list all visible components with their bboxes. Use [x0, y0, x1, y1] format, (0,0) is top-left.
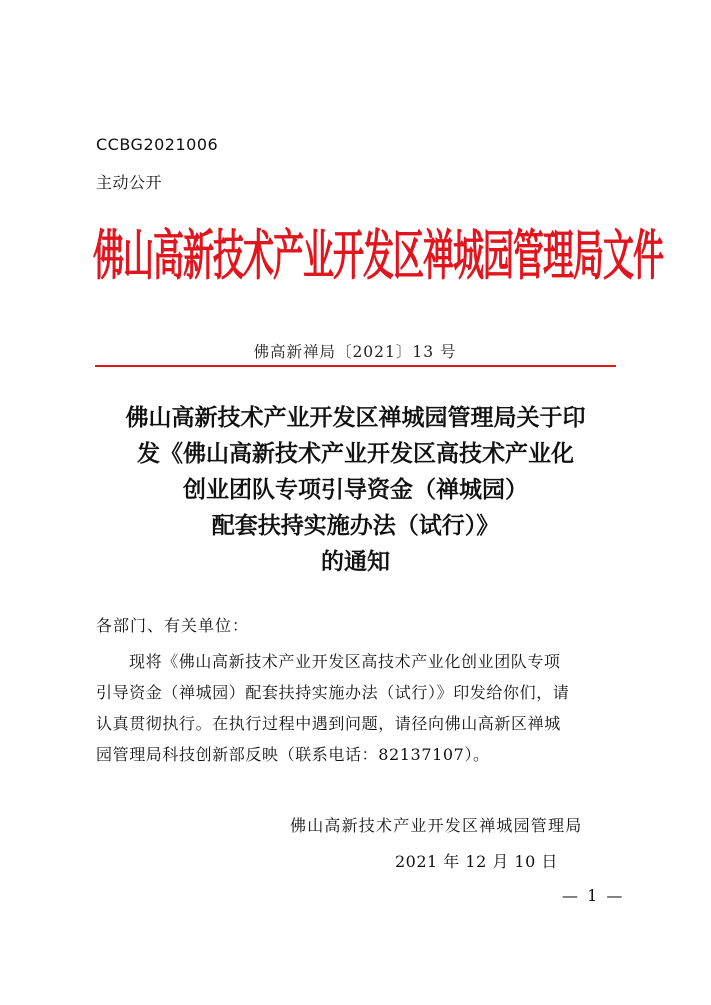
body-line: 认真贯彻执行。在执行过程中遇到问题，请径向佛山高新区禅城: [96, 714, 561, 733]
title-line: 创业团队专项引导资金（禅城园）: [183, 476, 528, 503]
document-code: CCBG2021006: [96, 135, 219, 154]
signature-organization: 佛山高新技术产业开发区禅城园管理局: [290, 816, 583, 835]
red-divider-line: [95, 365, 616, 367]
title-line: 发《佛山高新技术产业开发区高技术产业化: [137, 440, 574, 467]
body-paragraph: [96, 646, 620, 770]
title-line: 的通知: [321, 548, 390, 575]
disclosure-label: 主动公开: [96, 173, 163, 192]
body-line: 园管理局科技创新部反映（联系电话：82137107）。: [96, 745, 490, 764]
salutation: 各部门、有关单位：: [96, 616, 250, 635]
issue-date: 2021 年 12 月 10 日: [395, 852, 558, 871]
issuer-header: 佛山高新技术产业开发区禅城园管理局文件: [93, 225, 663, 289]
title-line: 配套扶持实施办法（试行）》: [211, 512, 500, 539]
document-title: [95, 400, 616, 580]
body-line: 现将《佛山高新技术产业开发区高技术产业化创业团队专项: [129, 652, 561, 671]
title-line: 佛山高新技术产业开发区禅城园管理局关于印: [125, 404, 586, 431]
body-line: 引导资金（禅城园）配套扶持实施办法（试行）》印发给你们，请: [96, 683, 570, 702]
page-number: — 1 —: [562, 886, 625, 905]
document-number: 佛高新禅局〔2021〕13 号: [253, 343, 457, 361]
